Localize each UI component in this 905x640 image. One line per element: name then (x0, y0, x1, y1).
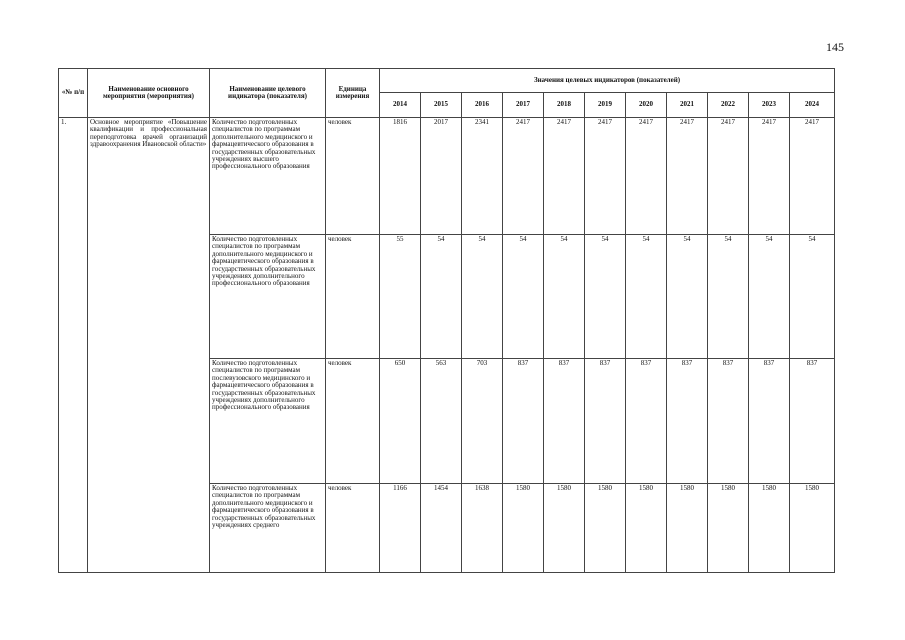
value-cell: 2417 (626, 118, 667, 235)
value-cell: 2417 (585, 118, 626, 235)
header-year: 2021 (667, 93, 708, 118)
header-year: 2019 (585, 93, 626, 118)
value-cell: 2417 (708, 118, 749, 235)
header-year: 2015 (421, 93, 462, 118)
value-cell: 1580 (667, 484, 708, 573)
header-no: «№ п/п (59, 69, 88, 118)
value-cell: 837 (626, 359, 667, 484)
value-cell: 1454 (421, 484, 462, 573)
value-cell: 837 (790, 359, 835, 484)
value-cell: 1166 (380, 484, 421, 573)
unit-cell: человек (326, 484, 380, 573)
value-cell: 2417 (667, 118, 708, 235)
value-cell: 2417 (749, 118, 790, 235)
unit-cell: человек (326, 359, 380, 484)
value-cell: 2017 (421, 118, 462, 235)
indicator-name: Количество подготовленных специалистов по программам дополнительного медицинского и фармацевтического образования в государственных образовательных учреждениях среднего (210, 484, 326, 573)
value-cell: 54 (626, 235, 667, 359)
value-cell: 54 (585, 235, 626, 359)
value-cell: 837 (749, 359, 790, 484)
value-cell: 1580 (790, 484, 835, 573)
header-year: 2017 (503, 93, 544, 118)
indicator-name: Количество подготовленных специалистов по программам дополнительного медицинского и фармацевтического образования в государственных образовательных учреждениях дополнительного профессионального образования (210, 235, 326, 359)
value-cell: 2417 (790, 118, 835, 235)
header-unit: Единица измерения (326, 69, 380, 118)
value-cell: 54 (667, 235, 708, 359)
value-cell: 55 (380, 235, 421, 359)
row-number: 1. (59, 118, 88, 573)
header-event: Наименование основного мероприятия (мероприятия) (88, 69, 210, 118)
header-year: 2014 (380, 93, 421, 118)
value-cell: 1580 (585, 484, 626, 573)
value-cell: 1580 (708, 484, 749, 573)
header-year: 2020 (626, 93, 667, 118)
indicator-name: Количество подготовленных специалистов по программам послевузовского медицинского и фармацевтического образования в государственных образовательных учреждениях дополнительного профессионального образования (210, 359, 326, 484)
header-year: 2023 (749, 93, 790, 118)
value-cell: 2417 (503, 118, 544, 235)
value-cell: 1580 (626, 484, 667, 573)
event-name: Основное мероприятие «Повышение квалификации и профессиональная переподготовка врачей организаций здравоохранения Ивановской области» (88, 118, 210, 573)
value-cell: 2417 (544, 118, 585, 235)
value-cell: 1638 (462, 484, 503, 573)
value-cell: 54 (749, 235, 790, 359)
value-cell: 54 (544, 235, 585, 359)
value-cell: 54 (790, 235, 835, 359)
value-cell: 563 (421, 359, 462, 484)
header-year: 2018 (544, 93, 585, 118)
value-cell: 54 (421, 235, 462, 359)
value-cell: 837 (503, 359, 544, 484)
indicator-name: Количество подготовленных специалистов по программам дополнительного медицинского и фармацевтического образования в государственных образовательных учреждениях высшего профессионального образования (210, 118, 326, 235)
value-cell: 2341 (462, 118, 503, 235)
value-cell: 54 (503, 235, 544, 359)
value-cell: 837 (544, 359, 585, 484)
value-cell: 837 (708, 359, 749, 484)
header-year: 2022 (708, 93, 749, 118)
page-number: 145 (826, 40, 844, 54)
value-cell: 837 (667, 359, 708, 484)
value-cell: 54 (708, 235, 749, 359)
value-cell: 54 (462, 235, 503, 359)
value-cell: 703 (462, 359, 503, 484)
header-year: 2024 (790, 93, 835, 118)
value-cell: 1580 (503, 484, 544, 573)
header-indicator: Наименование целевого индикатора (показателя) (210, 69, 326, 118)
value-cell: 1580 (749, 484, 790, 573)
value-cell: 650 (380, 359, 421, 484)
indicators-table (58, 68, 835, 573)
header-values: Значения целевых индикаторов (показателей) (380, 69, 835, 93)
value-cell: 1816 (380, 118, 421, 235)
value-cell: 1580 (544, 484, 585, 573)
unit-cell: человек (326, 118, 380, 235)
value-cell: 837 (585, 359, 626, 484)
header-year: 2016 (462, 93, 503, 118)
table-row (59, 118, 835, 235)
unit-cell: человек (326, 235, 380, 359)
